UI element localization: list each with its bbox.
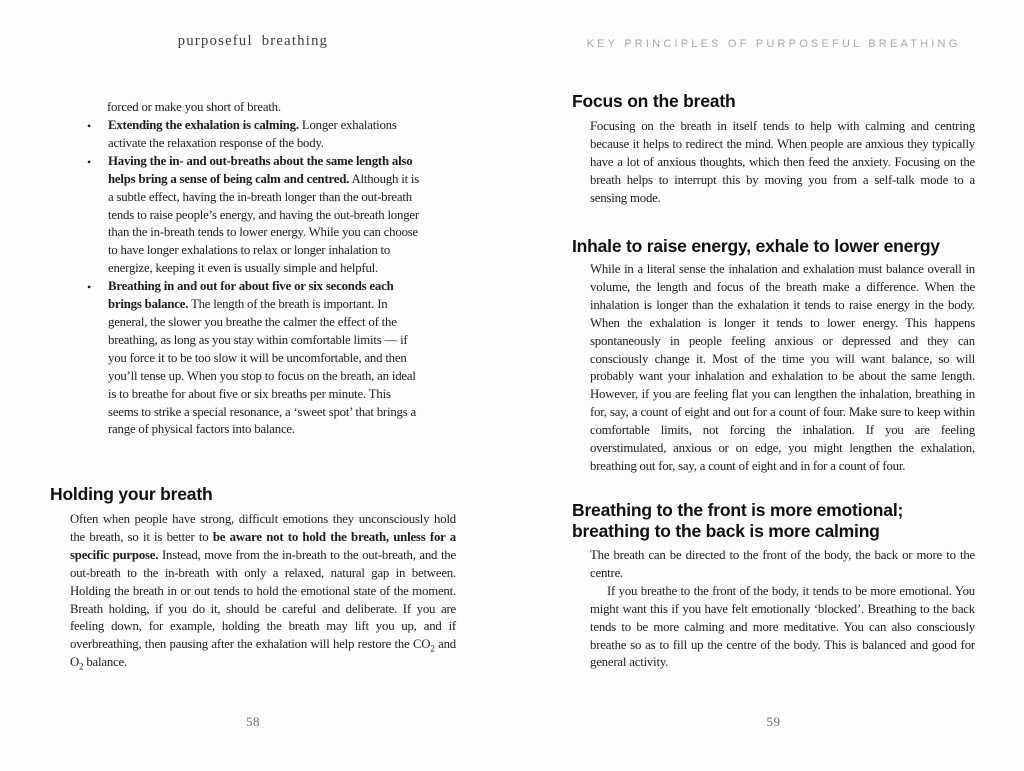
bullet-lead-bold: Breathing in and out for about five or six seconds each brings balance. — [108, 279, 394, 312]
bullet-item — [50, 117, 456, 153]
bullet-lead-bold: Extending the exhalation is calming. — [108, 118, 299, 132]
paragraph-text: and O — [70, 637, 456, 670]
section-heading-holding-breath: Holding your breath — [50, 484, 213, 504]
section-heading-inhale-exhale: Inhale to raise energy, exhale to lower energy — [572, 236, 940, 256]
front-back-paragraphs — [590, 547, 975, 672]
co2-subscript: 2 — [430, 643, 435, 654]
section-heading-front-back: Breathing to the front is more emotional; breathing to the back is more calming — [572, 500, 904, 541]
focus-paragraph — [590, 118, 975, 208]
holding-breath-paragraph — [70, 511, 456, 672]
paragraph-text: Instead, move from the in-breath to the out-breath, and the out-breath to the in-breath with only a relaxed, natural gap in between. Holding the breath in or out tends to hold the emotional state of the moment. Breath holding, if you do it, should be careful and deliberate. If you are feeling down, for example, holding the breath may lift you up, and if overbreathing, then pausing after the exhalation will help restore the CO — [70, 547, 456, 652]
paragraph-text: Focusing on the breath in itself tends to help with calming and centring because it helps to redirect the mind. When people are anxious they typically have a lot of anxious thoughts, which then feed the anxiety. Focusing on the breath helps to interrupt this by moving you from a self-talk mode to a sensing mode. — [590, 119, 975, 205]
continuation-line: forced or make you short of breath. — [107, 100, 281, 114]
paragraph-text: If you breathe to the front of the body, it tends to be more emotional. You might want this if you have felt emotionally ‘blocked’. Breathing to the back tends to be more calming and more meditative. You can also consciously breathe so as to fill up the centre of the body. This is balanced and good for general activity. — [590, 583, 975, 670]
paragraph-text: balance. — [83, 655, 128, 670]
bullet-body-text: Longer exhalations activate the relaxation response of the body. — [108, 118, 397, 150]
bullet-list — [50, 117, 456, 439]
running-head-left: purposeful breathing — [177, 33, 329, 49]
bullet-body-text: Although it is a subtle effect, having the in-breath longer than the out-breath tends to raise people’s energy, and having the out-breath longer than the in-breath tends to lower energy. While you can choose to have longer exhalations to relax or longer inhalation to energize, keeping it even is usually simple and helpful. — [108, 171, 420, 276]
bullet-body-text: The length of the breath is important. In general, the slower you breathe the calmer the effect of the breathing, as long as you stay within comfortable limits — if you force it to be too slow it will be uncomfortable, and then you’ll tense up. When you stop to focus on the breath, an ideal is to breathe for about five or six breaths per minute. This seems to strike a special resonance, a ‘sweet spot’ that brings a range of physical factors into balance. — [108, 297, 416, 437]
inhale-exhale-paragraph — [590, 261, 975, 476]
o2-subscript: 2 — [79, 661, 84, 672]
paragraph-text: While in a literal sense the inhalation and exhalation must balance overall in volume, the length and focus of the breath make a difference. When the inhalation is longer than the exhalation it tends to raise energy in the body. When the exhalation is longer it tends to lower energy. This happens spontaneously in people feeling anxious or depressed and they can consciously change it. Most of the time you will want balance, so will probably want your inhalation and exhalation to be about the same length. However, if you are feeling flat you can lengthen the inhalation, breathing in for, say, a count of eight and out for a count of four. Make sure to keep within comfortable limits, not forcing the inhalation. If you are feeling overstimulated, anxious or on edge, you might lengthen the exhalation, breathing out for, say, a count of eight and in for a count of four. — [590, 262, 975, 473]
page-number-right: 59 — [766, 714, 781, 729]
bullet-lead-bold: Having the in- and out-breaths about the same length also helps bring a sense of being calm and centred. — [108, 153, 413, 186]
paragraph-bold-text: be aware not to hold the breath, unless for a specific purpose. — [70, 529, 456, 562]
page-number-left: 58 — [246, 714, 260, 729]
section-heading-focus: Focus on the breath — [572, 91, 736, 111]
bullet-item — [50, 278, 456, 439]
paragraph-text: Often when people have strong, difficult emotions they unconsciously hold the breath, so it is better to — [70, 512, 456, 544]
bullet-item — [50, 153, 456, 278]
bullet-icon: • — [87, 154, 92, 169]
bullet-icon: • — [87, 119, 92, 133]
paragraph-text: The breath can be directed to the front of the body, the back or more to the centre. — [590, 548, 975, 580]
running-head-right: KEY PRINCIPLES OF PURPOSEFUL BREATHING — [586, 38, 961, 50]
bullet-icon: • — [87, 280, 92, 295]
